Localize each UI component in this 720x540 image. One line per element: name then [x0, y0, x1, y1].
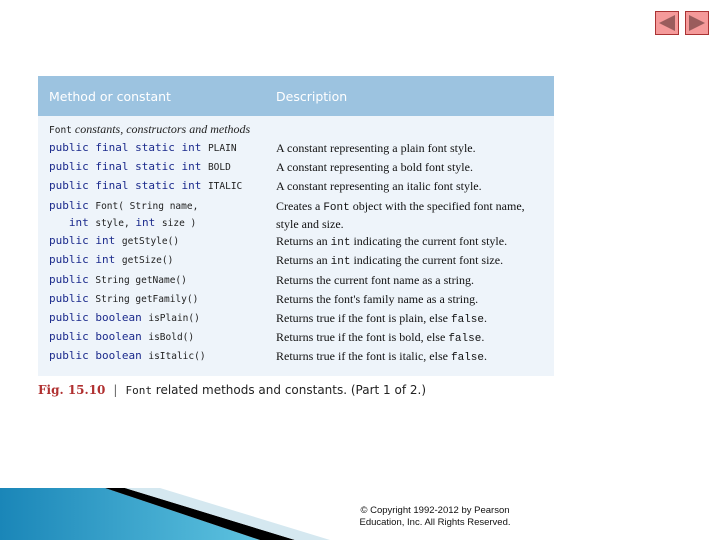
code-name: ITALIC [207, 181, 243, 192]
code-keyword: int [135, 216, 162, 229]
description-code: Font [323, 202, 350, 214]
description-text: indicating the current font size. [350, 253, 504, 267]
header-method: Method or constant [49, 89, 171, 104]
code-name: String getFamily() [95, 294, 199, 305]
description-text: A constant representing a plain font style. [276, 141, 476, 155]
decorative-swoosh [0, 486, 330, 540]
description-text: . [481, 330, 485, 344]
description-text: Returns an [276, 234, 331, 248]
copyright-line1: © Copyright 1992-2012 by Pearson [360, 505, 510, 516]
code-name: isBold() [148, 332, 195, 343]
code-name: size ) [161, 218, 197, 229]
description-text: object with the specified font name, style and size. [276, 199, 525, 231]
code-keyword: public [49, 292, 96, 305]
code-keyword: public [49, 273, 96, 286]
code-keyword: public int [49, 253, 122, 266]
code-keyword: public [49, 199, 96, 212]
method-description [276, 272, 546, 288]
table-header [38, 76, 554, 116]
font-methods-table [38, 76, 554, 376]
method-signature [49, 348, 274, 365]
description-text: Returns an [276, 253, 331, 267]
method-signature [49, 233, 274, 250]
header-description: Description [276, 89, 348, 104]
description-text: Returns the current font name as a string. [276, 273, 474, 287]
method-description [276, 329, 546, 347]
code-keyword: int [49, 216, 96, 229]
code-name: isPlain() [148, 313, 200, 324]
method-description [276, 140, 546, 156]
method-description [276, 159, 546, 175]
method-signature [49, 159, 274, 176]
description-code: false [450, 314, 484, 326]
section-heading [49, 122, 250, 137]
method-signature [49, 291, 274, 308]
code-keyword: public boolean [49, 349, 149, 362]
method-description [276, 252, 546, 270]
description-text: A constant representing an italic font style. [276, 179, 482, 193]
figure-number: Fig. 15.10 [38, 383, 106, 397]
method-description [276, 291, 546, 307]
method-description [276, 233, 546, 251]
description-text: . [483, 349, 487, 363]
left-arrow-icon [656, 12, 678, 34]
code-keyword: public boolean [49, 330, 149, 343]
code-name: Font( String name, [95, 201, 199, 212]
caption-code: Font [125, 384, 152, 397]
method-description [276, 198, 546, 232]
method-description [276, 310, 546, 328]
description-code: int [330, 237, 351, 249]
method-signature [49, 198, 274, 232]
code-name: PLAIN [207, 143, 237, 154]
method-signature [49, 272, 274, 289]
method-signature [49, 329, 274, 346]
method-signature [49, 252, 274, 269]
next-slide-button[interactable] [685, 11, 709, 35]
description-text: Creates a [276, 199, 324, 213]
code-name: getStyle() [121, 236, 180, 247]
code-keyword: public final static int [49, 160, 208, 173]
section-code: Font [49, 125, 72, 136]
code-keyword: public int [49, 234, 122, 247]
description-text: . [483, 311, 487, 325]
description-code: false [448, 333, 482, 345]
code-name: getSize() [121, 255, 174, 266]
method-signature [49, 310, 274, 327]
code-name: String getName() [95, 275, 187, 286]
method-description [276, 348, 546, 366]
code-keyword: public final static int [49, 141, 208, 154]
section-text: constants, constructors and methods [71, 122, 251, 136]
previous-slide-button[interactable] [655, 11, 679, 35]
description-text: Returns true if the font is plain, else [276, 311, 451, 325]
method-signature [49, 140, 274, 157]
method-description [276, 178, 546, 194]
description-text: Returns the font's family name as a string. [276, 292, 479, 306]
copyright-line2: Education, Inc. All Rights Reserved. [359, 517, 511, 528]
method-signature [49, 178, 274, 195]
figure-caption: Fig. 15.10 | Font related methods and constants. (Part 1 of 2.) [38, 383, 427, 397]
code-name: BOLD [207, 162, 231, 173]
description-code: int [330, 256, 351, 268]
code-name: style, [95, 218, 136, 229]
description-text: A constant representing a bold font style. [276, 160, 473, 174]
description-text: Returns true if the font is italic, else [276, 349, 451, 363]
code-name: isItalic() [148, 351, 206, 362]
code-keyword: public final static int [49, 179, 208, 192]
copyright [330, 505, 540, 529]
caption-text: related methods and constants. (Part 1 of 2.) [151, 383, 427, 397]
description-code: false [450, 352, 484, 364]
description-text: indicating the current font style. [350, 234, 508, 248]
code-keyword: public boolean [49, 311, 149, 324]
right-arrow-icon [686, 12, 708, 34]
description-text: Returns true if the font is bold, else [276, 330, 449, 344]
